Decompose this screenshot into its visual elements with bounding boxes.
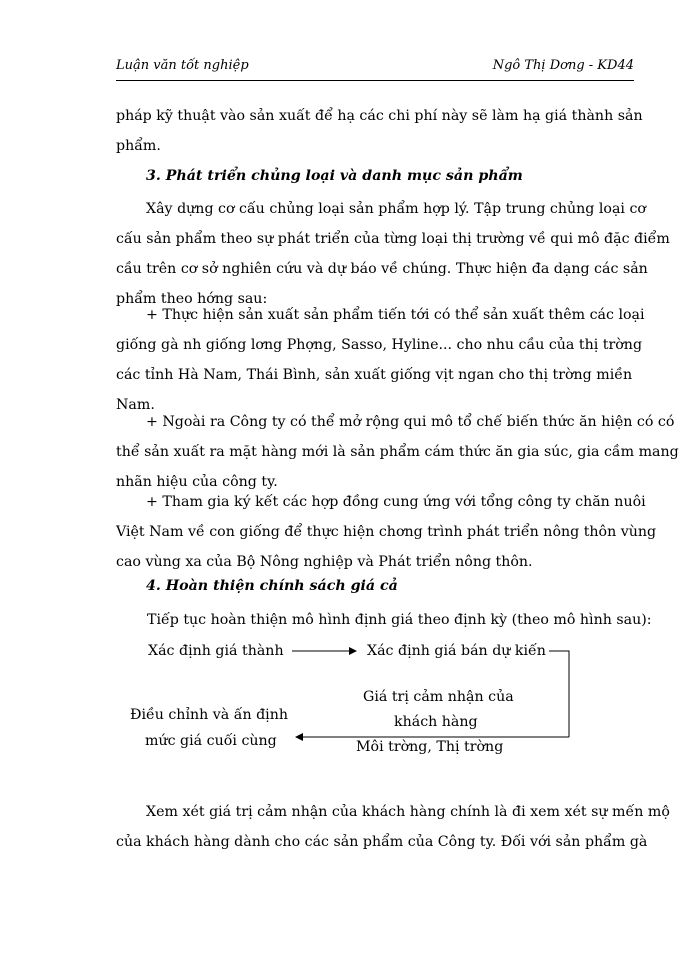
text-line: cao vùng xa của Bộ Nông nghiệp và Phát triển nông thôn. xyxy=(116,554,533,570)
diagram-node-expected-price: Xác định giá bán dự kiến xyxy=(367,643,546,659)
text-line: + Ngoài ra Công ty có thể mở rộng qui mô tổ chế biến thức ăn hiện có có xyxy=(146,414,675,430)
text-line: Việt Nam về con giống để thực hiện chơng trình phát triển nông thôn vùng xyxy=(116,524,657,540)
paragraph-4 xyxy=(116,407,679,497)
paragraph-5 xyxy=(116,487,657,577)
text-line: của khách hàng dành cho các sản phẩm của Công ty. Đối với sản phẩm gà xyxy=(116,834,648,850)
paragraph-2 xyxy=(116,194,670,314)
section-heading-3: 3. Phát triển chủng loại và danh mục sản phẩm xyxy=(146,168,523,184)
section-heading-4: 4. Hoàn thiện chính sách giá cả xyxy=(146,578,398,594)
diagram-node-perceived-value-2: khách hàng xyxy=(394,714,478,730)
header-title: Luận văn tốt nghiệp xyxy=(116,58,249,73)
text-line: cấu sản phẩm theo sự phát triển của từng loại thị trường về qui mô đặc điểm xyxy=(116,231,670,247)
text-line: Nam. xyxy=(116,397,155,413)
text-line: nhãn hiệu của công ty. xyxy=(116,474,278,490)
paragraph-7 xyxy=(116,797,670,857)
paragraph-3 xyxy=(116,300,645,420)
text-line: thể sản xuất ra mặt hàng mới là sản phẩm cám thức ăn gia súc, gia cầm mang xyxy=(116,444,679,460)
diagram-node-adjust-price: Điều chỉnh và ấn định xyxy=(130,707,288,723)
text-line: giống gà nh giống lơng Phợng, Sasso, Hyline... cho nhu cầu của thị trờng xyxy=(116,337,643,353)
text-line: + Thực hiện sản xuất sản phẩm tiến tới có thể sản xuất thêm các loại xyxy=(146,307,645,323)
text-line: Xây dựng cơ cấu chủng loại sản phẩm hợp lý. Tập trung chủng loại cơ xyxy=(146,201,646,217)
paragraph-1 xyxy=(116,101,643,161)
text-line: phẩm. xyxy=(116,138,161,154)
diagram-node-cost: Xác định giá thành xyxy=(148,643,284,659)
diagram-node-adjust-price-2: mức giá cuối cùng xyxy=(145,733,277,749)
paragraph-6: Tiếp tục hoàn thiện mô hình định giá theo định kỳ (theo mô hình sau): xyxy=(147,612,652,628)
text-line: các tỉnh Hà Nam, Thái Bình, sản xuất giống vịt ngan cho thị trờng miền xyxy=(116,367,633,383)
diagram-node-environment: Môi trờng, Thị trờng xyxy=(356,739,504,755)
diagram-node-perceived-value: Giá trị cảm nhận của xyxy=(363,689,514,705)
header-author: Ngô Thị Dơng - KD44 xyxy=(492,58,634,73)
page-header xyxy=(116,58,634,81)
text-line: phẩm theo hớng sau: xyxy=(116,291,268,307)
text-line: cầu trên cơ sở nghiên cứu và dự báo về chúng. Thực hiện đa dạng các sản xyxy=(116,261,648,277)
text-line: Xem xét giá trị cảm nhận của khách hàng chính là đi xem xét sự mến mộ xyxy=(146,804,670,820)
connector-feedback-loop xyxy=(549,651,569,737)
text-line: pháp kỹ thuật vào sản xuất để hạ các chi phí này sẽ làm hạ giá thành sản xyxy=(116,108,643,124)
text-line: + Tham gia ký kết các hợp đồng cung ứng với tổng công ty chăn nuôi xyxy=(146,494,646,510)
